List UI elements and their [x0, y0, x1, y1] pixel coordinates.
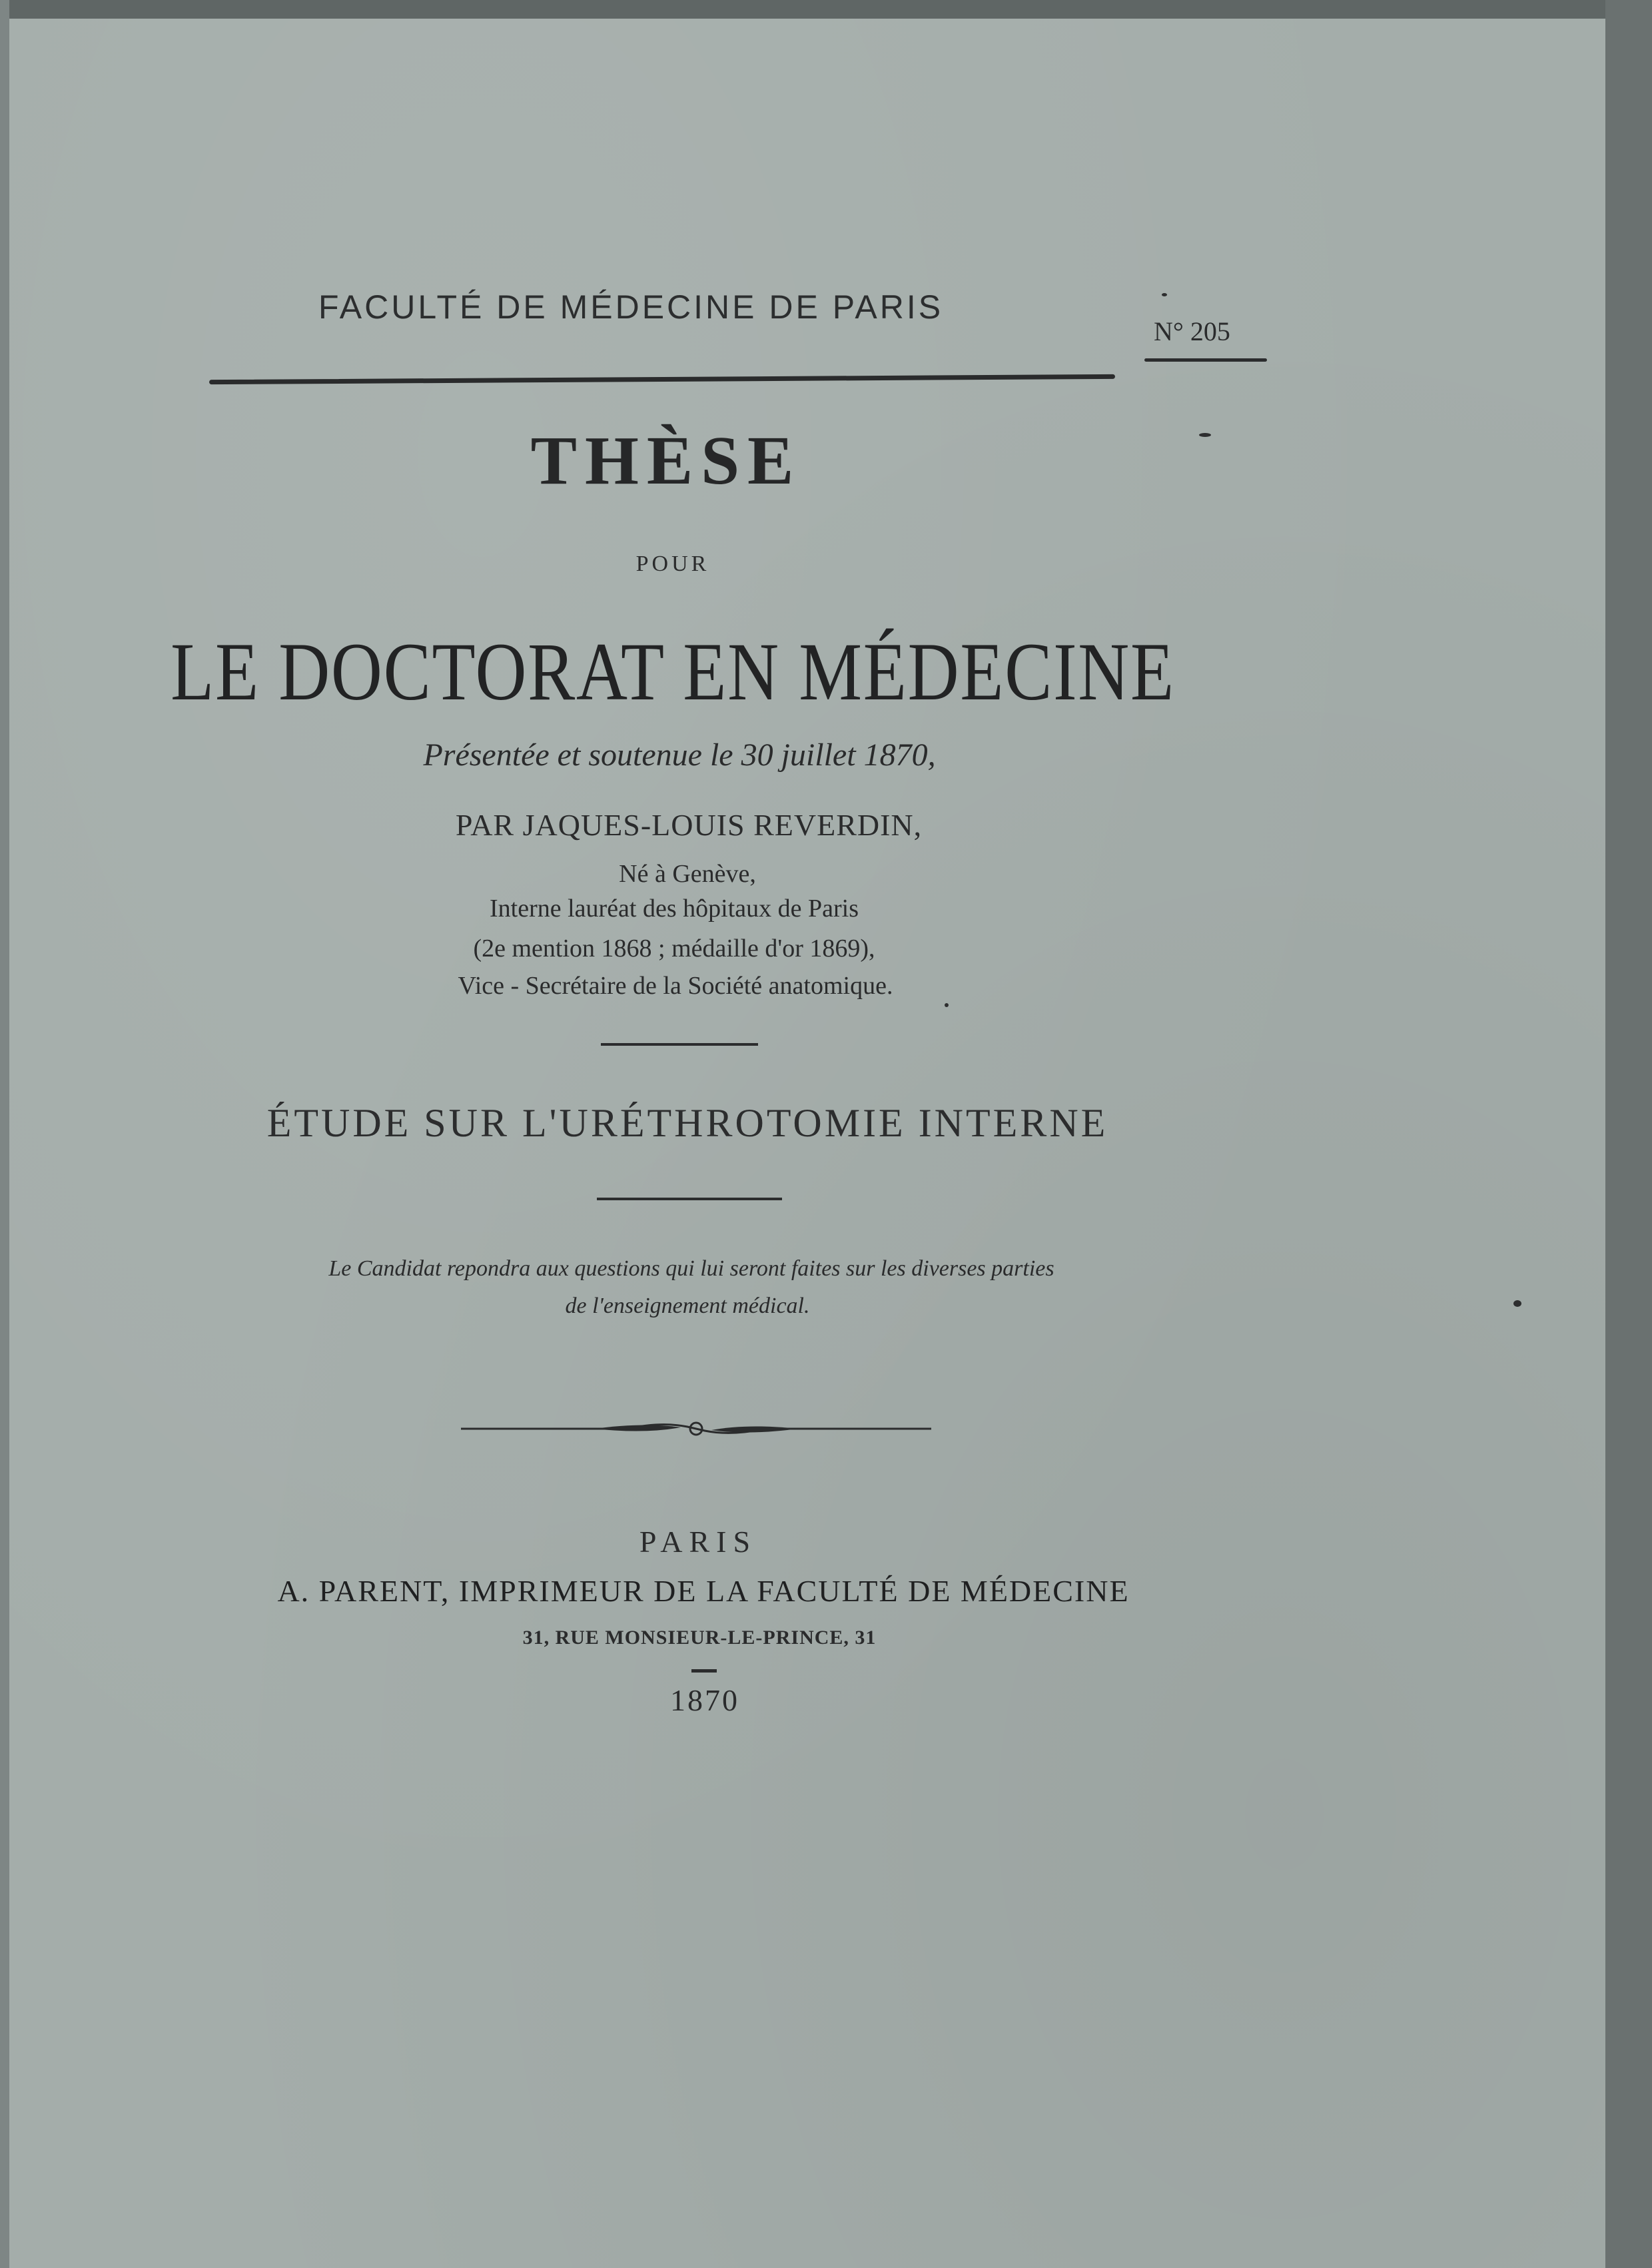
scan-left-edge	[0, 0, 9, 2268]
author-birthplace: Né à Genève,	[619, 860, 756, 888]
scan-right-edge	[1605, 0, 1652, 2268]
author-title: Interne lauréat des hôpitaux de Paris	[490, 895, 859, 923]
candidate-note-continued: de l'enseignement médical.	[565, 1294, 810, 1318]
faculty-heading: FACULTÉ DE MÉDECINE DE PARIS	[318, 288, 944, 326]
thesis-number-underline	[1144, 358, 1267, 362]
thesis-subject: ÉTUDE SUR L'URÉTHROTOMIE INTERNE	[266, 1101, 1108, 1145]
paper-speck	[1162, 293, 1167, 296]
paper-speck	[945, 1003, 949, 1007]
imprint-city: PARIS	[639, 1525, 757, 1559]
paper-speck	[1199, 433, 1211, 437]
author-society: Vice - Secrétaire de la Société anatomique.	[458, 972, 893, 1000]
candidate-note: Le Candidat repondra aux questions qui lui seront faites sur les diverses parties	[328, 1256, 1054, 1281]
divider-rule	[601, 1043, 758, 1046]
ornamental-divider	[461, 1412, 931, 1445]
divider-rule	[597, 1198, 782, 1200]
paper-speck	[1513, 1300, 1521, 1307]
imprint-address: 31, RUE MONSIEUR-LE-PRINCE, 31	[522, 1627, 877, 1649]
header-rule	[209, 374, 1115, 384]
thesis-title: THÈSE	[530, 422, 802, 499]
presentation-date: Présentée et soutenue le 30 juillet 1870,	[423, 737, 936, 773]
thesis-number: N° 205	[1154, 316, 1230, 346]
imprint-year: 1870	[670, 1683, 739, 1717]
author-awards: (2e mention 1868 ; médaille d'or 1869),	[473, 935, 875, 962]
year-mark	[691, 1669, 717, 1673]
imprint-printer: A. PARENT, IMPRIMEUR DE LA FACULTÉ DE MÉDECINE	[277, 1574, 1130, 1608]
scan-top-edge	[0, 0, 1605, 19]
author-name: PAR JAQUES-LOUIS REVERDIN,	[455, 808, 923, 842]
doctorat-title: LE DOCTORAT EN MÉDECINE	[171, 626, 1175, 717]
pour-label: POUR	[635, 552, 710, 576]
